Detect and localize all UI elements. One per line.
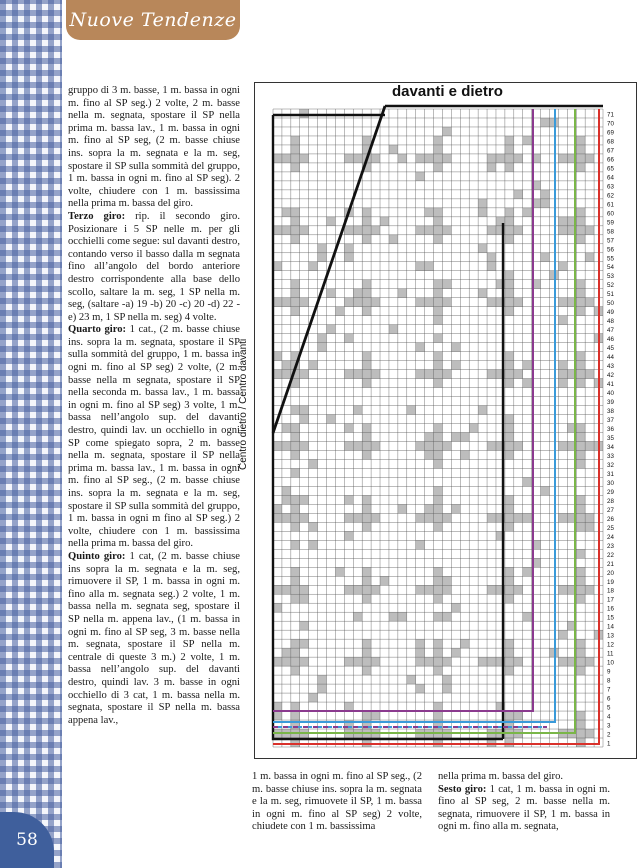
row-number: 27 [607,506,614,514]
row-number: 22 [607,551,614,559]
row-number: 13 [607,632,614,640]
row-number: 5 [607,704,611,712]
row-number: 20 [607,569,614,577]
row-number: 56 [607,246,614,254]
row-number: 8 [607,677,611,685]
row-number: 15 [607,614,614,622]
round-heading: Sesto giro: [438,783,487,795]
row-number: 50 [607,300,614,308]
row-number: 46 [607,336,614,344]
left-paragraph: Terzo giro: rip. il secondo giro. Posizionare i 5 SP nelle m. per gli occhielli come segue: sul davanti destro, contando verso il basso dalla m segnata fino all’angolo del bordo anteriore destro corrispondente alla base dello scollo, saltare la m. seg, 1 SP nella m. seg, (saltare -a) 19 -b) 20 -c) 20 -d) 22 -e) 23 m, 1 SP nella m. seg) 4 volte. [68,210,240,323]
row-number: 12 [607,641,614,649]
row-number: 47 [607,327,614,335]
row-number: 51 [607,291,614,299]
right-paragraph: nella prima m. bassa del giro. [438,771,564,782]
row-number: 6 [607,695,611,703]
row-number: 59 [607,219,614,227]
row-number: 19 [607,578,614,586]
row-number: 61 [607,201,614,209]
chart-title: davanti e dietro [392,83,503,100]
row-number: 44 [607,354,614,362]
chart-axis-label: Centro dietro / Centro davanti [238,338,249,470]
row-number: 10 [607,659,614,667]
right-paragraph: Sesto giro: 1 cat, 1 m. bassa in ogni m. fino al SP seg, 2 m. basse nella m. segnata, rimuovere il SP, 1 m. bassa in ogni m. fino alla m. segnata, [438,783,611,833]
row-number: 40 [607,390,614,398]
chart-fill-cells [273,109,603,747]
row-number: 63 [607,183,614,191]
row-number: 3 [607,722,611,730]
row-number: 21 [607,560,614,568]
row-number: 48 [607,318,614,326]
row-number: 49 [607,309,614,317]
row-number: 54 [607,264,614,272]
row-number: 39 [607,399,614,407]
crochet-chart-frame [254,82,637,759]
row-number: 64 [607,174,614,182]
row-number: 35 [607,434,614,442]
bottom-right-text [438,771,610,834]
row-number: 18 [607,587,614,595]
row-number: 14 [607,623,614,631]
row-number: 70 [607,120,614,128]
round-heading: Quinto giro: [68,550,126,562]
row-number: 32 [607,461,614,469]
row-number: 57 [607,237,614,245]
row-number: 36 [607,425,614,433]
row-number: 43 [607,363,614,371]
row-number: 24 [607,533,614,541]
crochet-chart [255,83,636,758]
row-number: 31 [607,470,614,478]
row-number: 30 [607,479,614,487]
row-number: 26 [607,515,614,523]
row-number: 69 [607,129,614,137]
row-number: 9 [607,668,611,676]
row-number: 60 [607,210,614,218]
row-number: 42 [607,372,614,380]
section-header-tab [66,0,240,40]
row-number: 23 [607,542,614,550]
row-number: 68 [607,138,614,146]
row-number: 17 [607,596,614,604]
row-number: 34 [607,443,614,451]
row-number: 1 [607,740,611,748]
row-number: 38 [607,408,614,416]
row-number: 37 [607,417,614,425]
left-paragraph: Quinto giro: 1 cat, (2 m. basse chiuse ins sopra la m. segnata e la m. seg, rimuovere il SP, 1 m. bassa in ogni m. fino alla m. segnata seg.) 2 volte, 1 m. bassa nella m. segnata seg, spostare il SP nella m. appena lav., (1 m. bassa in ogni m. fino al SP seg, 3 m. basse nella m. segnata, spostare il SP nella m. centrale di queste 3 m.) 2 volte, 1 m. bassa nell’angolo sup. del davanti destro, quindi lav. 3 m. basse in ogni occhiello di 3 cat, 1 m. bassa nella m. segnata, spostare il SP nella m. bassa appena lav., [68,550,240,726]
row-number: 67 [607,147,614,155]
page-number: 58 [16,830,38,850]
row-number: 11 [607,650,614,658]
bottom-middle-text: 1 m. bassa in ogni m. fino al SP seg., (2 m. basse chiuse ins. sopra la m. segnata e la m. seg, rimuovete il SP, 1 m. bassa in ogni m. fino al SP seg) 2 volte, chiudete con 1 m. bassissima [252,771,422,833]
row-number: 52 [607,282,614,290]
section-title: Nuove Tendenze [69,9,237,31]
row-number: 7 [607,686,611,694]
row-number: 33 [607,452,614,460]
row-number: 16 [607,605,614,613]
left-paragraph: Quarto giro: 1 cat., (2 m. basse chiuse ins. sopra la m. segnata, spostare il SP sulla sommità del gruppo, 1 m. bassa in ogni m. fino al SP seg) 2 volte, (2 m. basse nella m segnata, spostare il SP nella seconda m. bassa lav., 1 m. bassa in ogni m. fino al SP seg) 3 volte, 1 m. bassa nell’angolo sup. del davanti destro, quindi lav. un occhiello in ogni SP come spiegato sopra, 2 m. basse nella m. segnata, spostare il SP nella prima m. bassa lav., 1 m. bassa in ogni m. fino al SP seg., (2 m. basse chiuse ins. sopra la m. segnata e la m. seg, spostare il SP sulla sommità del gruppo, 1 m. bassa in ogni m fino al SP seg.) 2 volte, chiudere con 1 m. bassissima nella prima m. bassa del giro. [68,324,240,550]
left-text-column [68,85,240,727]
row-number: 58 [607,228,614,236]
row-number: 65 [607,165,614,173]
row-number: 45 [607,345,614,353]
row-number: 41 [607,381,614,389]
gingham-border [0,0,62,868]
row-number: 2 [607,731,611,739]
left-paragraph: gruppo di 3 m. basse, 1 m. bassa in ogni m. fino al SP seg.) 2 volte, 2 m. basse nella m. segnata, spostare il SP nella prima m. bassa lav., 1 m. bassa in ogni m. fino al SP seg, (2 m. basse chiuse ins. sopra la m. segnata e la m. seg, spostare il SP sulla sommità del gruppo, 1 m. bassa in ogni m. fino al SP seg). 2 volte, chiudere con 1 m. bassissima nella prima m. bassa del giro. [68,85,240,210]
round-heading: Terzo giro: [68,210,126,222]
row-number: 28 [607,497,614,505]
row-number: 71 [607,111,614,119]
round-heading: Quarto giro: [68,324,127,336]
row-number: 62 [607,192,614,200]
row-number: 66 [607,156,614,164]
row-number: 55 [607,255,614,263]
row-number: 4 [607,713,611,721]
row-number: 29 [607,488,614,496]
row-number: 53 [607,273,614,281]
row-number: 25 [607,524,614,532]
